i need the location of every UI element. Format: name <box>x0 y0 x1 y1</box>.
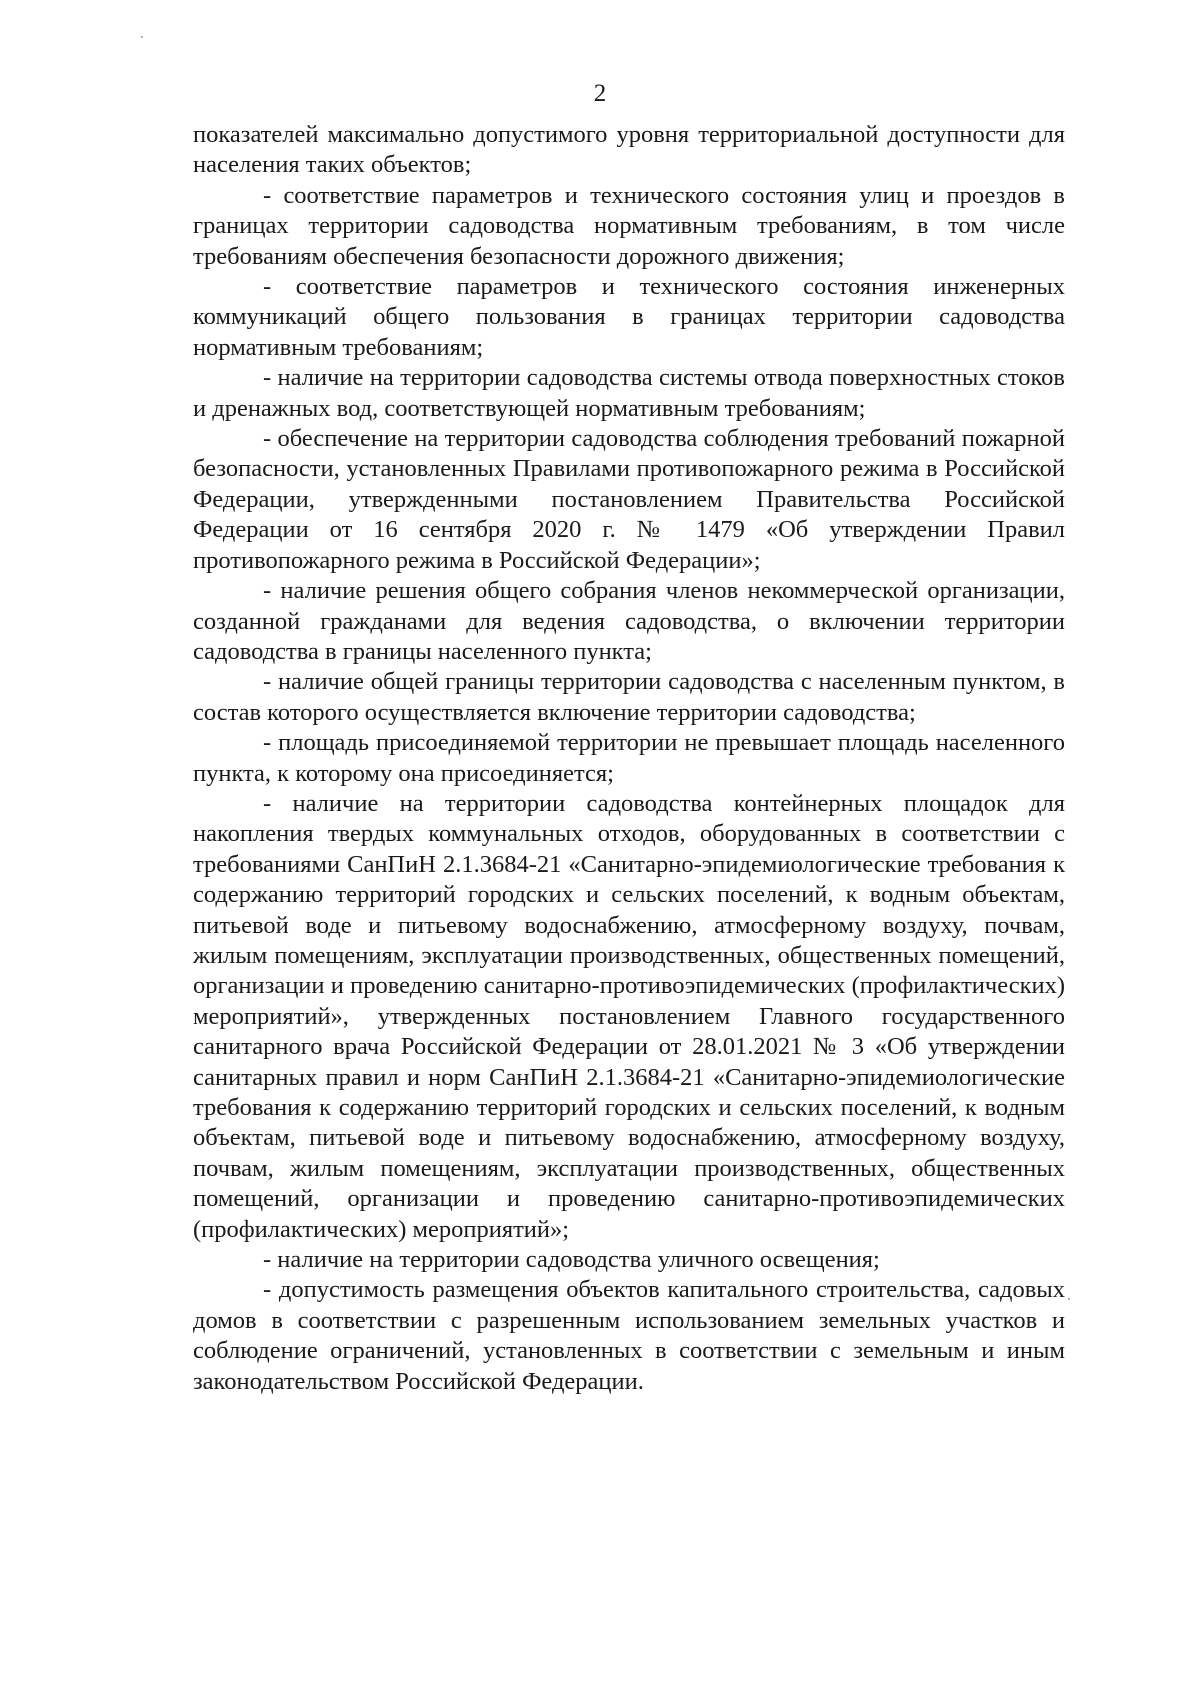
paragraph: - соответствие параметров и технического состояния улиц и проездов в границах территории садоводства нормативным требованиям, в том числе требованиям обеспечения безопасности дорожного движения; <box>193 181 1065 270</box>
paragraph: - соответствие параметров и технического состояния инженерных коммуникаций общего пользования в границах территории садоводства нормативным требованиям; <box>193 273 1065 361</box>
paragraph: показателей максимально допустимого уровня территориальной доступности для населения таких объектов; <box>193 121 1065 179</box>
paragraph: - допустимость размещения объектов капитального строительства, садовых домов в соответствии с разрешенным использованием земельных участков и соблюдение ограничений, установленных в соответствии с земельным и иным законодательством Российской Федерации. <box>193 1276 1065 1395</box>
paragraph: - обеспечение на территории садоводства соблюдения требований пожарной безопасности, установленных Правилами противопожарного режима в Российской Федерации, утвержденными постановлением Правительства Российской Федерации от 16 сентября 2020 г. № 1479 «Об утверждении Правил противопожарного режима в Российской Федерации»; <box>193 425 1065 574</box>
paragraph: - наличие на территории садоводства контейнерных площадок для накопления твердых коммунальных отходов, оборудованных в соответствии с требованиями СанПиН 2.1.3684-21 «Санитарно-эпидемиологические требования к содержанию территорий городских и сельских поселений, к водным объектам, питьевой воде и питьевому водоснабжению, атмосферному воздуху, почвам, жилым помещениям, эксплуатации производственных, общественных помещений, организации и проведению санитарно-противоэпидемических (профилактических) мероприятий», утвержденных постановлением Главного государственного санитарного врача Российской Федерации от 28.01.2021 № 3 «Об утверждении санитарных правил и норм СанПиН 2.1.3684-21 «Санитарно-эпидемиологические требования к содержанию территорий городских и сельских поселений, к водным объектам, питьевой воде и питьевому водоснабжению, атмосферному воздуху, почвам, жилым помещениям, эксплуатации производственных, общественных помещений, организации и проведению санитарно-противоэпидемических (профилактических) мероприятий»; <box>193 789 1065 1243</box>
document-body <box>193 120 1065 1397</box>
scan-speck <box>1068 1298 1070 1300</box>
scan-speck <box>141 36 143 38</box>
paragraph: - наличие на территории садоводства уличного освещения; <box>263 1246 880 1274</box>
page-number: 2 <box>593 80 607 107</box>
paragraph: - наличие на территории садоводства системы отвода поверхностных стоков и дренажных вод, соответствующей нормативным требованиям; <box>193 364 1065 422</box>
paragraph: - наличие общей границы территории садоводства с населенным пунктом, в состав которого осуществляется включение территории садоводства; <box>193 668 1065 726</box>
paragraph: - наличие решения общего собрания членов некоммерческой организации, созданной гражданами для ведения садоводства, о включении территории садоводства в границы населенного пункта; <box>193 577 1065 665</box>
paragraph: - площадь присоединяемой территории не превышает площадь населенного пункта, к которому она присоединяется; <box>193 729 1065 787</box>
